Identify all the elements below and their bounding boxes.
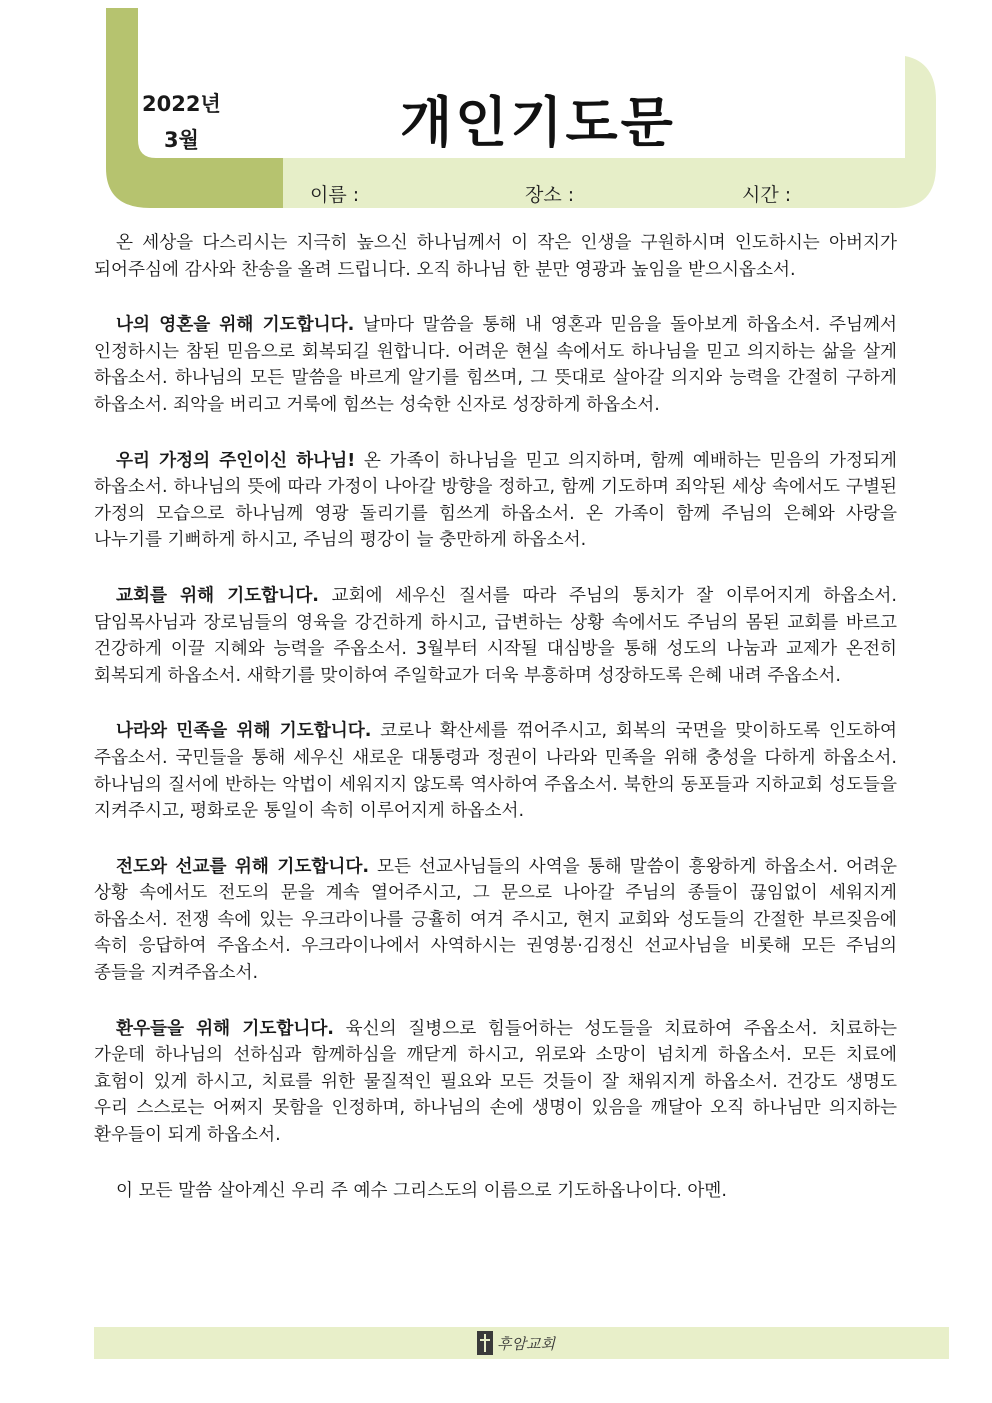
paragraph-lead: 우리 가정의 주인이신 하나님! (116, 450, 356, 471)
paragraph-lead: 환우들을 위해 기도합니다. (116, 1018, 334, 1039)
date-month: 3월 (164, 128, 199, 152)
prayer-paragraph-family (94, 448, 897, 554)
paragraph-lead: 전도와 선교를 위해 기도합니다. (116, 856, 370, 877)
church-logo-text: 후암교회 (497, 1334, 555, 1353)
prayer-body (94, 230, 897, 1233)
date-year: 2022년 (142, 92, 221, 116)
paragraph-text: 코로나 확산세를 꺾어주시고, 회복의 국면을 맞이하도록 인도하여 주옵소서. 국민들을 통해 세우신 새로운 대통령과 정권이 나라와 민족을 위해 충성을 다하게 하옵소서. 하나님의 질서에 반하는 악법이 세워지지 않도록 역사하여 주옵소서. 북한의 동포들과 지하교회 성도들을 지켜주시고, 평화로운 통일이 속히 이루어지게 하옵소서. (94, 721, 897, 822)
name-field-label: 이름 : (310, 184, 360, 206)
prayer-paragraph-soul (94, 312, 897, 418)
prayer-paragraph-church (94, 583, 897, 689)
paragraph-lead: 나의 영혼을 위해 기도합니다. (116, 315, 355, 336)
prayer-paragraph-intro (94, 230, 897, 283)
prayer-paragraph-mission (94, 854, 897, 987)
place-field-label: 장소 : (525, 184, 575, 206)
paragraph-text: 날마다 말씀을 통해 내 영혼과 믿음을 돌아보게 하옵소서. 주님께서 인정하시는 참된 믿음으로 회복되길 원합니다. 어려운 현실 속에서도 하나님을 믿고 의지하는 삶을 살게 하옵소서. 하나님의 모든 말씀을 바르게 알기를 힘쓰며, 그 뜻대로 살아갈 의지와 능력을 간절히 구하게 하옵소서. 죄악을 버리고 거룩에 힘쓰는 성숙한 신자로 성장하게 하옵소서. (94, 315, 897, 415)
paragraph-text: 모든 선교사님들의 사역을 통해 말씀이 흥왕하게 하옵소서. 어려운 상황 속에서도 전도의 문을 계속 열어주시고, 그 문으로 나아갈 주님의 종들이 끊임없이 세워지게 하옵소서. 전쟁 속에 있는 우크라이나를 긍휼히 여겨 주시고, 현지 교회와 성도들의 간절한 부르짖음에 속히 응답하여 주옵소서. 우크라이나에서 사역하시는 권영봉·김정신 선교사님을 비롯해 모든 주님의 종들을 지켜주옵소서. (94, 856, 897, 984)
paragraph-text: 온 세상을 다스리시는 지극히 높으신 하나님께서 이 작은 인생을 구원하시며 인도하시는 아버지가 되어주심에 감사와 찬송을 올려 드립니다. 오직 하나님 한 분만 영광과 높임을 받으시옵소서. (94, 233, 897, 280)
prayer-paragraph-patients (94, 1016, 897, 1149)
church-logo (477, 1330, 555, 1356)
paragraph-text: 육신의 질병으로 힘들어하는 성도들을 치료하여 주옵소서. 치료하는 가운데 하나님의 선하심과 함께하심을 깨닫게 하시고, 위로와 소망이 넘치게 하옵소서. 모든 치료에 효험이 있게 하시고, 치료를 위한 물질적인 필요와 모든 것들이 잘 채워지게 하옵소서. 건강도 생명도 우리 스스로는 어쩌지 못함을 인정하며, 하나님의 손에 생명이 있음을 깨달아 오직 하나님만 의지하는 환우들이 되게 하옵소서. (94, 1018, 897, 1146)
prayer-paragraph-closing (94, 1178, 897, 1205)
prayer-paragraph-nation (94, 718, 897, 824)
paragraph-lead: 교회를 위해 기도합니다. (116, 585, 319, 606)
cross-icon (477, 1331, 493, 1355)
paragraph-text: 교회에 세우신 질서를 따라 주님의 통치가 잘 이루어지게 하옵소서. 담임목사님과 장로님들의 영육을 강건하게 하시고, 급변하는 상황 속에서도 주님의 몸된 교회를 바르고 건강하게 이끌 지혜와 능력을 주옵소서. 3월부터 시작될 대심방을 통해 성도의 나눔과 교제가 온전히 회복되게 하옵소서. 새학기를 맞이하여 주일학교가 더욱 부흥하며 성장하도록 은혜 내려 주옵소서. (94, 585, 898, 686)
time-field-label: 시간 : (742, 184, 792, 206)
paragraph-text: 이 모든 말씀 살아계신 우리 주 예수 그리스도의 이름으로 기도하옵나이다. 아멘. (116, 1180, 727, 1201)
page-title: 개인기도문 (400, 91, 676, 154)
paragraph-lead: 나라와 민족을 위해 기도합니다. (116, 721, 372, 742)
paragraph-text: 온 가족이 하나님을 믿고 의지하며, 함께 예배하는 믿음의 가정되게 하옵소서. 하나님의 뜻에 따라 가정이 나아갈 방향을 정하고, 함께 기도하며 죄악된 세상 속에서도 구별된 가정의 모습으로 하나님께 영광 돌리기를 힘쓰게 하옵소서. 온 가족이 함께 주님의 은혜와 사랑을 나누기를 기뻐하게 하시고, 주님의 평강이 늘 충만하게 하옵소서. (94, 450, 897, 551)
